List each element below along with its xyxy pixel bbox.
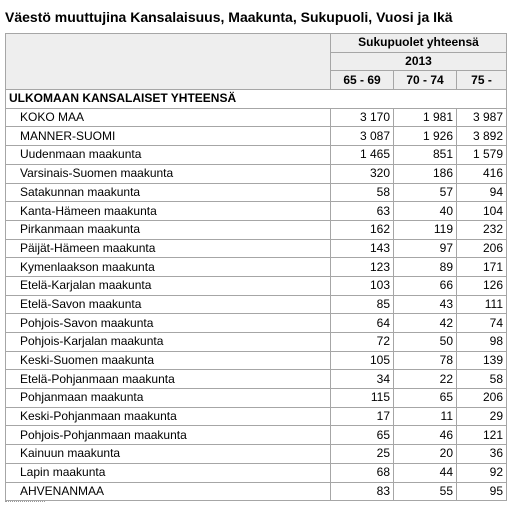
row-label: Etelä-Karjalan maakunta [6,276,331,295]
row-label: Pohjois-Pohjanmaan maakunta [6,426,331,445]
value-cell: 43 [394,295,457,314]
row-label: AHVENANMAA [6,482,331,501]
value-cell: 119 [394,220,457,239]
value-cell: 95 [457,482,507,501]
value-cell: 92 [457,463,507,482]
value-cell: 58 [457,370,507,389]
row-label: Uudenmaan maakunta [6,146,331,165]
value-cell: 36 [457,445,507,464]
value-cell: 58 [331,183,394,202]
value-cell: 1 579 [457,146,507,165]
footnote-separator [5,501,45,507]
row-label: Pirkanmaan maakunta [6,220,331,239]
table-row [6,258,507,277]
table-row [6,276,507,295]
table-row [6,407,507,426]
value-cell: 44 [394,463,457,482]
value-cell: 29 [457,407,507,426]
table-row [6,333,507,352]
value-cell: 57 [394,183,457,202]
value-cell: 103 [331,276,394,295]
header-group: Sukupuolet yhteensä [331,34,507,53]
value-cell: 42 [394,314,457,333]
value-cell: 25 [331,445,394,464]
value-cell: 85 [331,295,394,314]
row-label: Kymenlaakson maakunta [6,258,331,277]
value-cell: 72 [331,333,394,352]
value-cell: 3 892 [457,127,507,146]
value-cell: 97 [394,239,457,258]
header-year: 2013 [331,52,507,71]
table-row [6,370,507,389]
value-cell: 11 [394,407,457,426]
table-row [6,202,507,221]
data-table [5,33,507,501]
row-label: Satakunnan maakunta [6,183,331,202]
value-cell: 50 [394,333,457,352]
value-cell: 105 [331,351,394,370]
section-empty-cell [394,90,457,109]
row-label: Keski-Suomen maakunta [6,351,331,370]
value-cell: 1 981 [394,108,457,127]
value-cell: 111 [457,295,507,314]
value-cell: 55 [394,482,457,501]
value-cell: 46 [394,426,457,445]
value-cell: 162 [331,220,394,239]
value-cell: 65 [331,426,394,445]
value-cell: 1 926 [394,127,457,146]
row-label: Päijät-Hämeen maakunta [6,239,331,258]
value-cell: 94 [457,183,507,202]
header-row-group [6,34,507,53]
value-cell: 83 [331,482,394,501]
value-cell: 64 [331,314,394,333]
value-cell: 206 [457,239,507,258]
section-empty-cell [331,90,394,109]
table-row [6,445,507,464]
value-cell: 171 [457,258,507,277]
value-cell: 89 [394,258,457,277]
value-cell: 65 [394,389,457,408]
value-cell: 139 [457,351,507,370]
table-title: Väestö muuttujina Kansalaisuus, Maakunta, Sukupuoli, Vuosi ja Ikä [5,9,453,25]
table-row [6,108,507,127]
value-cell: 40 [394,202,457,221]
value-cell: 3 170 [331,108,394,127]
header-age: 75 - [457,71,507,90]
row-label: Kanta-Hämeen maakunta [6,202,331,221]
table-row [6,220,507,239]
row-label: Lapin maakunta [6,463,331,482]
row-label: Etelä-Savon maakunta [6,295,331,314]
row-label: Keski-Pohjanmaan maakunta [6,407,331,426]
value-cell: 320 [331,164,394,183]
table-row [6,351,507,370]
table-row [6,426,507,445]
section-row [6,90,507,109]
table-row [6,164,507,183]
value-cell: 3 087 [331,127,394,146]
value-cell: 232 [457,220,507,239]
section-empty-cell [457,90,507,109]
table-row [6,389,507,408]
value-cell: 66 [394,276,457,295]
row-label: Pohjois-Savon maakunta [6,314,331,333]
value-cell: 126 [457,276,507,295]
value-cell: 68 [331,463,394,482]
value-cell: 123 [331,258,394,277]
table-row [6,463,507,482]
value-cell: 104 [457,202,507,221]
value-cell: 63 [331,202,394,221]
value-cell: 416 [457,164,507,183]
value-cell: 206 [457,389,507,408]
row-label: KOKO MAA [6,108,331,127]
value-cell: 143 [331,239,394,258]
row-label: MANNER-SUOMI [6,127,331,146]
table-row [6,482,507,501]
value-cell: 20 [394,445,457,464]
header-age: 70 - 74 [394,71,457,90]
table-row [6,314,507,333]
value-cell: 74 [457,314,507,333]
row-label: Pohjanmaan maakunta [6,389,331,408]
value-cell: 115 [331,389,394,408]
value-cell: 851 [394,146,457,165]
value-cell: 17 [331,407,394,426]
section-label: ULKOMAAN KANSALAISET YHTEENSÄ [6,90,331,109]
table-row [6,146,507,165]
value-cell: 78 [394,351,457,370]
table-row [6,239,507,258]
row-label: Pohjois-Karjalan maakunta [6,333,331,352]
row-label: Etelä-Pohjanmaan maakunta [6,370,331,389]
table-row [6,295,507,314]
value-cell: 22 [394,370,457,389]
value-cell: 1 465 [331,146,394,165]
header-age: 65 - 69 [331,71,394,90]
table-row [6,127,507,146]
row-label: Kainuun maakunta [6,445,331,464]
header-corner [6,34,331,90]
value-cell: 121 [457,426,507,445]
value-cell: 98 [457,333,507,352]
row-label: Varsinais-Suomen maakunta [6,164,331,183]
value-cell: 3 987 [457,108,507,127]
table-row [6,183,507,202]
value-cell: 186 [394,164,457,183]
value-cell: 34 [331,370,394,389]
